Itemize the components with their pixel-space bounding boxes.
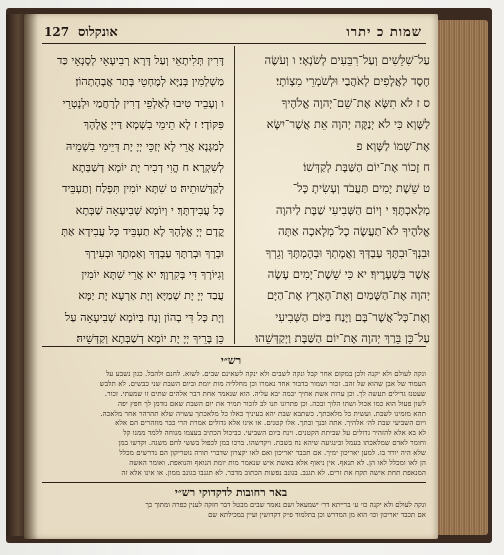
onkelos-header: אונקלוס <box>78 25 118 40</box>
onkelos-line: קֳדָם יְיָ אֱלָהָךְ לָא תַעְבֵּיד כָּל עֲבִידָא אַתְּ <box>61 225 224 239</box>
onkelos-line: וְגִיּוֹרָךְ דִּי בְּקִרְוָךְ׃ יא אֲרֵי שִׁתָּא יוֹמִין <box>81 267 224 281</box>
page-number: 127 <box>44 25 70 39</box>
rashi-line: העמוד של אבן שהוא של זהב. זכור ושמור בדבור אחד נאמרו וכן מחלליה מות יומת וביום השבת שני כבשים. לא תלבש <box>99 379 426 388</box>
rashi-line: לשון פעול הוא כמו אכול ושתו הלוך ובכה. וכן פתרונו תנו לב לזכור תמיד את יום השבת שאם נזדמן לך חפץ יפה <box>117 399 426 408</box>
book-page <box>24 14 438 539</box>
torah-line: אֲשֶׁר בִּשְׁעָרֶיךָ׃ יא כִּי שֵׁשֶׁת־יָמִים עָשָׂה <box>267 266 430 281</box>
onkelos-column <box>28 50 224 349</box>
torah-line: ט שֵׁשֶׁת יָמִים תַּעֲבֹד וְעָשִׂיתָ כָּל־ <box>292 181 430 196</box>
book-left-edge <box>6 14 26 536</box>
torah-line: יְהוָה אֶת־הַשָּׁמַיִם וְאֶת־הָאָרֶץ אֶת־הַיָּם <box>266 288 430 303</box>
torah-column <box>234 50 430 349</box>
onkelos-line: כָּל עֲבִידְתָּךְ׃ י וְיוֹמָא שְׁבִיעָאָה שַׁבְּתָא <box>75 203 224 217</box>
onkelos-line: לְמַגָּנָא אֲרֵי לָא יְזַכֵּי יְיָ יָת דְּיֵימֵי בִשְׁמֵיהּ <box>65 139 224 153</box>
header-rule <box>42 43 426 44</box>
onkelos-line: לְקַדָּשׁוּתֵיהּ׃ ט שִׁתָּא יוֹמִין תִּפְלַח וְתַעְבֵּיד <box>61 182 224 196</box>
baer-rechovot-commentary <box>40 500 426 520</box>
onkelos-line: וְיָת כָּל דִּי בְהוֹן וְנָח בְּיוֹמָא שְׁבִיעָאָה עַל <box>64 310 224 324</box>
onkelos-line: כֵּן בָּרֵיךְ יְיָ יָת יוֹמָא דְשַׁבְּתָא וְקַדְּשֵׁיהּ׃ <box>76 332 224 346</box>
baer-line: אם תכבד יאריכון וכו׳ הוא מן המדרש וכן בתלמוד פ״ק דקדושין ועיין במכילתא שם <box>208 511 426 519</box>
rashi-commentary <box>40 370 426 479</box>
onkelos-line: עֲבַד יְיָ יָת שְׁמַיָּא וְיָת אַרְעָא יָת יַמָּא <box>78 289 224 303</box>
torah-line: וּבִנְךָ־וּבִתֶּךָ עַבְדְּךָ וַאֲמָתְךָ וּבְהֶמְתֶּךָ וְגֵרְךָ <box>265 245 430 260</box>
onkelos-line: לְשִׁקְרָא׃ ח הֱוִי דְכִיר יָת יוֹמָא דְשַׁבְּתָא <box>72 160 224 174</box>
torah-line: עַל־כֵּן בֵּרַךְ יְהוָה אֶת־יוֹם הַשַּׁבָּת וַיְקַדְּשֵׁהוּ׃ <box>255 331 430 346</box>
page-fore-edge <box>436 20 488 535</box>
rashi-line: לא בא אלא להזהיר גדולים על שביתת הקטנים. וינח ביום השביעי. כביכול הכתיב בעצמו מנוחה ללמד ממנו קל <box>123 429 426 438</box>
onkelos-line: פִּקּוֹדָי׃ ז לָא תֵימֵי בִשְׁמָא דַּייָ אֱלָהָךְ <box>83 118 224 132</box>
rashi-line: שעטנז גדילים תעשה לך. וכן ערות אשת אחיך יבמה יבא עליה. הוא שנאמר אחת דבר אלהים שתים זו שמעתי. זכור. <box>104 389 426 398</box>
rashi-rule <box>42 346 426 347</box>
baer-rechovot-title: באר רחובות לדקדוקי רש״י <box>174 486 288 499</box>
rashi-line: הן לאו ומכלל לאו הן. לא תנאף. אין ניאוף אלא באשת איש שנאמר מות יומת הנואף והנואפת. ואומר האשה <box>129 459 426 468</box>
rashi-title: רש״י <box>220 354 242 367</box>
onkelos-line: דָּרִין תְּלִיתָאֵי וְעַל דָּרָא רְבִיעָאֵי לְסָנְאָי כַּד <box>56 54 224 67</box>
running-header <box>42 24 426 42</box>
rashi-line: המנאפת תחת אישה תקח את זרים. לא תגנב. בגונב נפשות הכתוב מדבר. לא תגנבו בגונב ממון. או אינו אלא זה <box>121 468 426 477</box>
torah-line: לַשָּׁוְא כִּי לֹא יְנַקֶּה יְהוָה אֵת אֲשֶׁר־יִשָּׂא <box>266 117 430 132</box>
baer-line: ונקה לעולם ולא יקנה כו׳ ע׳ ברייתא דר׳ ישמעאל ושם נאמר שבים מבטל דבר חזקה לענין כפרה ומתוך כך <box>145 501 426 509</box>
rashi-line: תהא מזמינו לשבת. ועשית כל מלאכתך. כשתבא שבת יהא בעיניך כאלו כל מלאכתך עשויה שלא תהרהר אחר מלאכה. <box>100 409 426 418</box>
torah-line: וְאֶת־כָּל־אֲשֶׁר־בָּם וַיָּנַח בַּיּוֹם הַשְּׁבִיעִי <box>275 309 430 324</box>
baer-rule <box>42 482 426 483</box>
rashi-line: ויום השביעי שבת לה׳ אלהיך. אתה ובנך ובתך. אלו קטנים. או אינו אלא גדולים אמרת הרי כבר מוזהרים הם אלא <box>115 419 426 428</box>
column-divider <box>234 46 235 344</box>
torah-line: חֶסֶד לַאֲלָפִים לְאֹהֲבַי וּלְשֹׁמְרֵי מִצְוֹתָי׃ <box>276 74 430 89</box>
torah-line: אֱלֹהֶיךָ לֹא־תַעֲשֶׂה כָל־מְלָאכָה אַתָּה <box>278 224 430 239</box>
onkelos-line: מַשְׁלְמִין בְּנַיָּא לְמֶחְטֵי בָּתַר אֲבָהָתְהוֹן׃ <box>75 75 224 89</box>
rashi-line: וחומר לאדם שמלאכתו בעמל ובינגיעה שיהא נח בשבת. ויקדשהו. ברכו במן לכפול בששי לחם משנה. וקדשו במן <box>118 439 426 448</box>
onkelos-line: ו וְעָבֵיד טִיבוּ לְאַלְפֵי דָרִין לְרָחֲמַי וּלְנָטְרֵי <box>62 96 224 110</box>
onkelos-line: וּבְרָךְ וּבְרַתָּךְ עַבְדָּךְ וְאַמְתָךְ וּבְעִירָךְ <box>84 246 224 260</box>
torah-line: ס ז לֹא תִשָּׂא אֶת־שֵׁם־יְהוָה אֱלֹהֶיךָ <box>281 95 430 110</box>
torah-line: ח זָכוֹר אֶת־יוֹם הַשַּׁבָּת לְקַדְּשׁוֹ׃ <box>303 159 430 174</box>
torah-line: אֶת־שְׁמוֹ לַשָּׁוְא׃ פ <box>356 138 430 153</box>
torah-line: עַל־שִׁלֵּשִׁים וְעַל־רִבֵּעִים לְשֹׂנְאָי׃ ו וְעֹשֶׂה <box>264 53 430 67</box>
parsha-header: שמות כ יתרו <box>346 25 422 40</box>
rashi-line: ונקה לעולם ולא יקנה ולכן במקום אחר קבל ונקה לשבים ולא ינקה לשאינם שבים. לשוא. לחנם ולהבל. כגון נשבע על <box>105 370 426 378</box>
torah-line: מְלַאכְתֶּךָ׃ י וְיוֹם הַשְּׁבִיעִי שַׁבָּת לַיהוָה <box>275 202 430 217</box>
rashi-line: שלא היה יורד בו. למען יאריכון ימיך. אם תכבד יאריכון ואם לאו יקצרון שדברי תורה נוטריקון הם נדרשים מכלל <box>119 449 426 458</box>
